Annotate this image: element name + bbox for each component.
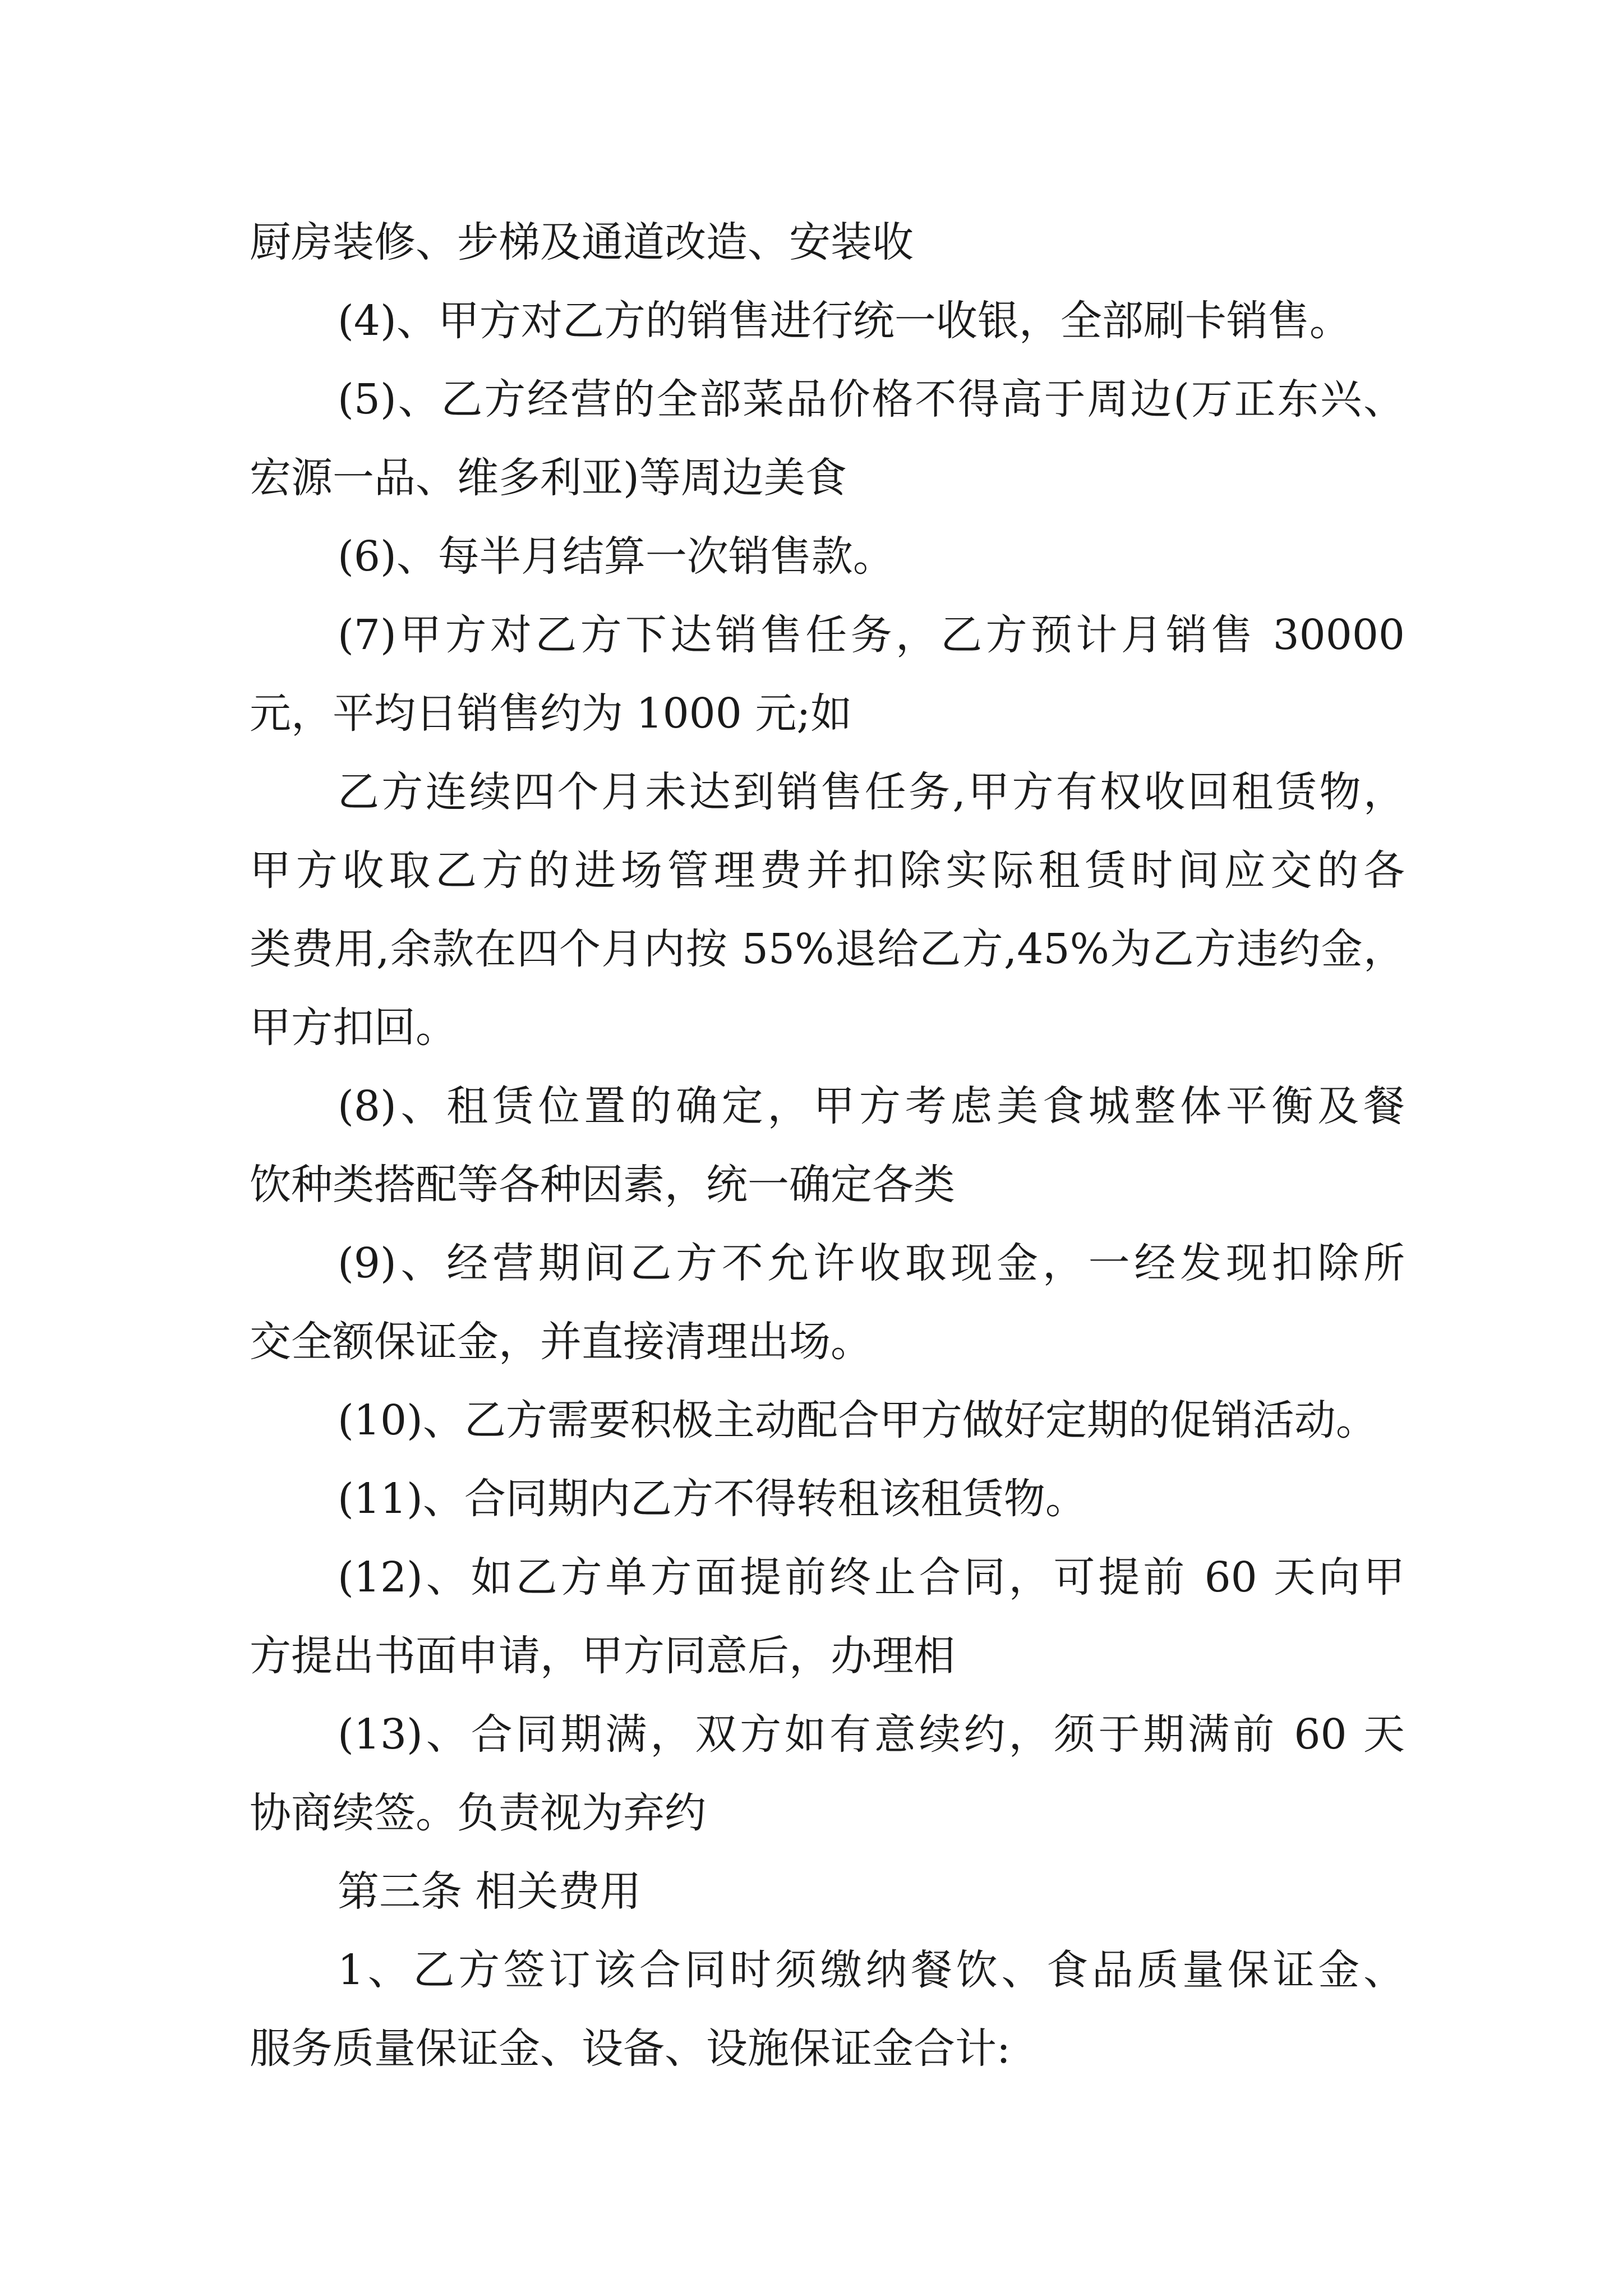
text-line-17: (11)、合同期内乙方不得转租该租赁物。	[338, 1475, 1087, 1523]
text-line-5: (6)、每半月结算一次销售款。	[338, 532, 895, 581]
text-line-8: 乙方连续四个月未达到销售任务,甲方有权收回租赁物，	[338, 768, 1405, 816]
text-line-4: 宏源一品、维多利亚)等周边美食	[250, 454, 847, 502]
text-line-7: 元，平均日销售约为 1000 元;如	[250, 689, 852, 738]
text-line-12: (8)、租赁位置的确定，甲方考虑美食城整体平衡及餐	[338, 1082, 1405, 1130]
text-line-13: 饮种类搭配等各种因素，统一确定各类	[250, 1161, 955, 1209]
text-line-1: 厨房装修、步梯及通道改造、安装收	[250, 218, 914, 266]
text-line-2: (4)、甲方对乙方的销售进行统一收银，全部刷卡销售。	[338, 297, 1351, 345]
text-line-19: 方提出书面申请，甲方同意后，办理相	[250, 1632, 955, 1680]
text-line-14: (9)、经营期间乙方不允许收取现金，一经发现扣除所	[338, 1239, 1405, 1287]
section-heading: 第三条 相关费用	[338, 1867, 642, 1916]
text-line-20: (13)、合同期满，双方如有意续约，须于期满前 60 天	[338, 1710, 1405, 1759]
text-line-6: (7)甲方对乙方下达销售任务，乙方预计月销售 30000	[338, 611, 1405, 659]
text-line-18: (12)、如乙方单方面提前终止合同，可提前 60 天向甲	[338, 1553, 1405, 1602]
text-line-10: 类费用,余款在四个月内按 55%退给乙方,45%为乙方违约金，	[250, 925, 1405, 973]
text-line-23: 1、乙方签订该合同时须缴纳餐饮、食品质量保证金、	[338, 1946, 1405, 1994]
text-line-9: 甲方收取乙方的进场管理费并扣除实际租赁时间应交的各	[250, 846, 1405, 895]
text-line-11: 甲方扣回。	[250, 1004, 457, 1052]
text-line-24: 服务质量保证金、设备、设施保证金合计:	[250, 2024, 1011, 2073]
text-line-16: (10)、乙方需要积极主动配合甲方做好定期的促销活动。	[338, 1396, 1377, 1444]
text-line-15: 交全额保证金，并直接清理出场。	[250, 1318, 872, 1366]
text-line-3: (5)、乙方经营的全部菜品价格不得高于周边(万正东兴、	[338, 375, 1405, 424]
text-line-21: 协商续签。负责视为弃约	[250, 1789, 706, 1837]
